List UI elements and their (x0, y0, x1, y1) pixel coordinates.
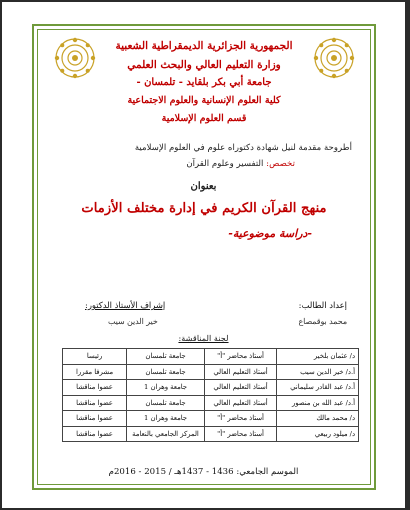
thesis-subtitle: -دراسة موضوعية- (228, 227, 312, 240)
member-rank: أستاذ محاضر "أ" (205, 411, 277, 427)
specialty-value: التفسير وعلوم القرآن (186, 159, 264, 169)
thesis-description: أطروحة مقدمة لنيل شهادة دكتوراه علوم في العلوم الإسلامية (134, 143, 352, 153)
faculty-heading: كلية العلوم الإنسانية والعلوم الاجتماعية (127, 95, 281, 106)
member-institution: المركز الجامعي بالنعامة (127, 426, 205, 442)
student-name: محمد بوقمصاع (298, 317, 347, 326)
university-seal-icon (54, 37, 96, 79)
university-heading: جامعة أبي بكر بلقايد - تلمسان - (136, 77, 272, 88)
table-row (63, 426, 359, 442)
member-name: د/ ميلود ربيعي (277, 426, 359, 442)
university-seal-icon (313, 37, 355, 79)
member-name: د/ عثمان بلخير (277, 349, 359, 365)
member-name: أ.د/ خير الدين سيب (277, 364, 359, 380)
committee-heading: لجنة المناقشة: (178, 333, 229, 343)
republic-heading: الجمهورية الجزائرية الديمقراطية الشعبية (115, 40, 293, 52)
specialty-line (186, 159, 295, 169)
member-name: أ.د/ عبد الله بن منصور (277, 395, 359, 411)
document-page (2, 2, 405, 508)
supervisor-name: خير الدين سيب (108, 317, 158, 326)
member-name: أ.د/ عبد القادر سليماني (277, 380, 359, 396)
table-row (63, 364, 359, 380)
student-label: إعداد الطالب: (298, 300, 347, 310)
member-role: عضوا مناقشا (63, 395, 127, 411)
member-name: د/ محمد مالك (277, 411, 359, 427)
member-role: عضوا مناقشا (63, 426, 127, 442)
member-role: رئيسا (63, 349, 127, 365)
specialty-label: تخصص: (266, 159, 295, 169)
academic-year: الموسم الجامعي: 1436 - 1437هـ / 2015 - 2016م (108, 467, 299, 477)
department-heading: قسم العلوم الإسلامية (161, 113, 247, 124)
table-row (63, 380, 359, 396)
title-intro-label: بعنوان (190, 181, 217, 192)
committee-table (62, 348, 359, 442)
ministry-heading: وزارة التعليم العالي والبحث العلمي (127, 59, 281, 71)
member-rank: أستاذ محاضر "أ" (205, 349, 277, 365)
table-row (63, 395, 359, 411)
table-row (63, 349, 359, 365)
member-rank: أستاذ التعليم العالي (205, 395, 277, 411)
supervisor-label: إشراف الأستاذ الدكتور: (85, 300, 166, 310)
member-institution: جامعة تلمسان (127, 349, 205, 365)
member-institution: جامعة تلمسان (127, 364, 205, 380)
member-rank: أستاذ محاضر "أ" (205, 426, 277, 442)
thesis-title: منهج القرآن الكريم في إدارة مختلف الأزمات (81, 201, 327, 216)
member-institution: جامعة تلمسان (127, 395, 205, 411)
member-role: عضوا مناقشا (63, 411, 127, 427)
member-role: مشرفا مقررا (63, 364, 127, 380)
table-row (63, 411, 359, 427)
member-rank: أستاذ التعليم العالي (205, 364, 277, 380)
member-rank: أستاذ التعليم العالي (205, 380, 277, 396)
member-institution: جامعة وهران 1 (127, 380, 205, 396)
member-institution: جامعة وهران 1 (127, 411, 205, 427)
member-role: عضوا مناقشا (63, 380, 127, 396)
